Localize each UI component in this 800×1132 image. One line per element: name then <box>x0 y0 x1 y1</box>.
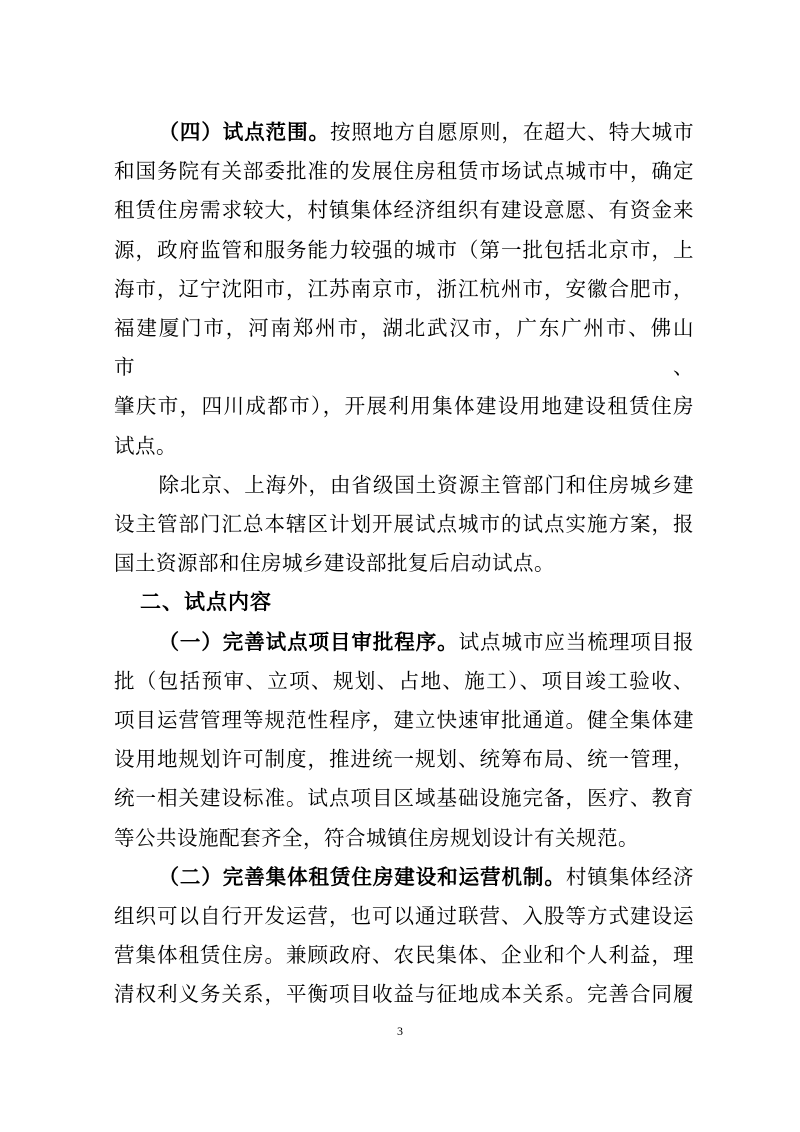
text-line: 福建厦门市，河南郑州市，湖北武汉市，广东广州市、佛山市、 <box>114 316 694 380</box>
text-line: 海市，辽宁沈阳市，江苏南京市，浙江杭州市，安徽合肥市， <box>114 276 694 301</box>
text-line: 试点。 <box>114 433 177 458</box>
text-line: （四）试点范围。按照地方自愿原则，在超大、特大城市 <box>158 120 695 144</box>
text-line: 统一相关建设标准。试点项目区域基础设施完备，医疗、教育 <box>114 786 694 811</box>
text-line: 批（包括预审、立项、规划、占地、施工）、项目竣工验收、 <box>114 668 694 693</box>
paragraph-lead: （四）试点范围。 <box>158 120 330 144</box>
text-line: 国土资源部和住房城乡建设部批复后启动试点。 <box>114 551 555 576</box>
text-line: 等公共设施配套齐全，符合城镇住房规划设计有关规范。 <box>114 825 639 850</box>
text-line: 源，政府监管和服务能力较强的城市（第一批包括北京市，上 <box>114 237 694 262</box>
text-line: 清权利义务关系，平衡项目收益与征地成本关系。完善合同履 <box>114 982 694 1007</box>
text-line: 租赁住房需求较大，村镇集体经济组织有建设意愿、有资金来 <box>114 198 694 223</box>
paragraph-operation-mechanism <box>114 858 694 1015</box>
paragraph-approval <box>114 466 694 584</box>
text-line: 除北京、上海外，由省级国土资源主管部门和住房城乡建 <box>158 472 694 497</box>
text-line: 肇庆市，四川成都市），开展利用集体建设用地建设租赁住房 <box>114 394 694 419</box>
page-number: 3 <box>397 1024 403 1038</box>
text-line: （二）完善集体租赁住房建设和运营机制。村镇集体经济 <box>158 864 695 889</box>
paragraph-lead: （二）完善集体租赁住房建设和运营机制。 <box>158 864 566 889</box>
text-line: 营集体租赁住房。兼顾政府、农民集体、企业和个人利益，理 <box>114 943 694 968</box>
paragraph-approval-procedure <box>114 623 694 858</box>
text-line: 设主管部门汇总本辖区计划开展试点城市的试点实施方案，报 <box>114 512 694 537</box>
paragraph-lead: （一）完善试点项目审批程序。 <box>158 629 459 654</box>
text-line: 组织可以自行开发运营，也可以通过联营、入股等方式建设运 <box>114 904 694 929</box>
text-line: 和国务院有关部委批准的发展住房租赁市场试点城市中，确定 <box>114 159 694 184</box>
paragraph-pilot-scope <box>114 113 694 466</box>
text-line: 设用地规划许可制度，推进统一规划、统筹布局、统一管理， <box>114 747 694 772</box>
text-line: 项目运营管理等规范性程序，建立快速审批通道。健全集体建 <box>114 708 694 733</box>
section-heading: 二、试点内容 <box>140 590 272 615</box>
text-line: （一）完善试点项目审批程序。试点城市应当梳理项目报 <box>158 629 695 654</box>
document-body <box>114 113 694 1015</box>
